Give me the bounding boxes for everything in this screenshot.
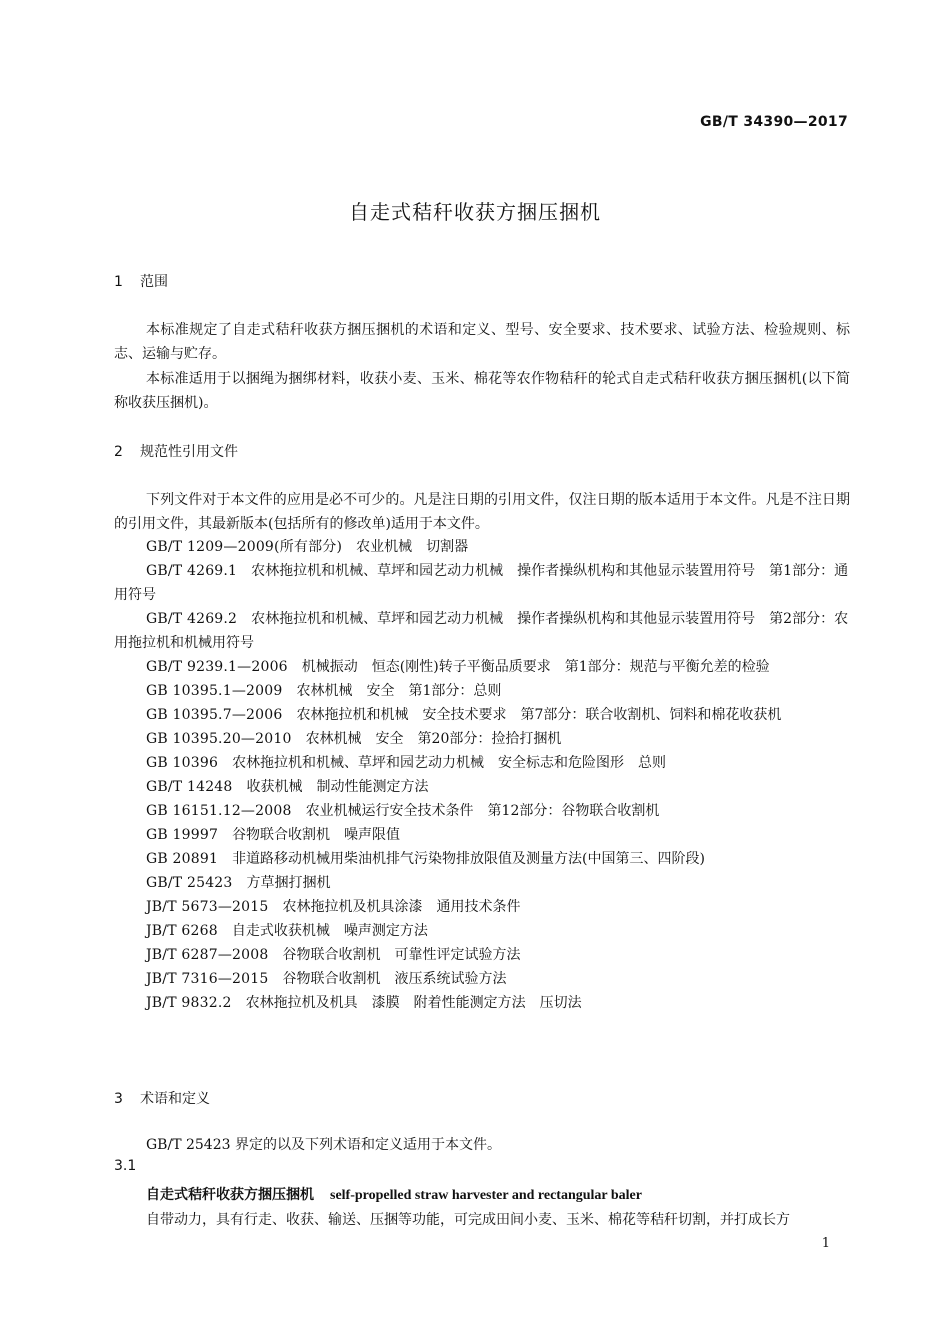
terms-intro: GB/T 25423 界定的以及下列术语和定义适用于本文件。 [146,1137,501,1153]
reference-code: GB 10396 [146,755,219,771]
reference-item [114,967,850,991]
section-title: 规范性引用文件 [140,444,238,460]
reference-item [114,703,850,727]
reference-title: 谷物联合收割机 可靠性评定试验方法 [282,947,521,963]
reference-code: JB/T 6268 [146,923,218,939]
reference-code: JB/T 9832.2 [146,995,232,1011]
reference-item [114,535,850,559]
reference-item [114,847,850,871]
reference-item [114,799,850,823]
section-number: 3 [114,1091,123,1107]
term-definition: 自带动力，具有行走、收获、输送、压捆等功能，可完成田间小麦、玉米、棉花等秸秆切割，并打成长方 [146,1212,790,1228]
section-heading-terms [114,1088,210,1108]
reference-code: GB 16151.12—2008 [146,803,292,819]
reference-title: 谷物联合收割机 噪声限值 [232,827,401,843]
reference-code: GB 20891 [146,851,219,867]
reference-item [114,655,850,679]
reference-title: 农林机械 安全 第1部分：总则 [296,683,502,699]
references-intro: 下列文件对于本文件的应用是必不可少的。凡是注日期的引用文件，仅注日期的版本适用于本文件。凡是不注日期的引用文件，其最新版本(包括所有的修改单)适用于本文件。 [114,492,850,532]
reference-code: GB/T 14248 [146,779,233,795]
standard-code: GB/T 34390—2017 [700,114,848,130]
section-title: 术语和定义 [140,1091,210,1107]
reference-item [114,991,850,1015]
reference-title: 收获机械 制动性能测定方法 [246,779,429,795]
reference-code: GB/T 4269.2 [146,611,238,627]
reference-code: GB/T 4269.1 [146,563,238,579]
reference-title: 非道路移动机械用柴油机排气污染物排放限值及测量方法(中国第三、四阶段) [232,851,705,867]
reference-code: JB/T 5673—2015 [146,899,269,915]
reference-code: GB/T 1209—2009(所有部分) [146,539,343,555]
reference-code: GB/T 9239.1—2006 [146,659,288,675]
reference-item [114,895,850,919]
term-chinese: 自走式秸秆收获方捆压捆机 [146,1187,314,1203]
reference-item [114,727,850,751]
section-number: 2 [114,444,123,460]
reference-code: GB 10395.1—2009 [146,683,283,699]
reference-title: 农林拖拉机和机械、草坪和园艺动力机械 安全标志和危险图形 总则 [232,755,667,771]
reference-title: 农业机械运行安全技术条件 第12部分：谷物联合收割机 [305,803,660,819]
reference-title: 自走式收获机械 噪声测定方法 [231,923,428,939]
reference-code: GB/T 25423 [146,875,233,891]
reference-title: 农林拖拉机和机械 安全技术要求 第7部分：联合收割机、饲料和棉花收获机 [296,707,782,723]
section-title: 范围 [140,274,168,290]
reference-title: 农林拖拉机及机具 漆膜 附着性能测定方法 压切法 [245,995,582,1011]
reference-list [114,535,850,1015]
reference-code: JB/T 7316—2015 [146,971,269,987]
clause-number: 3.1 [114,1158,137,1174]
reference-title: 谷物联合收割机 液压系统试验方法 [282,971,507,987]
reference-code: GB 10395.20—2010 [146,731,292,747]
section-number: 1 [114,274,123,290]
reference-title: 农林拖拉机和机械、草坪和园艺动力机械 操作者操纵机构和其他显示装置用符号 第2部分：农用拖拉机和机械用符号 [114,611,849,651]
term-english: self-propelled straw harvester and rectangular baler [330,1188,642,1203]
term-entry [146,1184,642,1204]
page-number: 1 [821,1236,830,1251]
reference-item [114,775,850,799]
reference-item [114,679,850,703]
reference-item [114,919,850,943]
reference-title: 农林拖拉机和机械、草坪和园艺动力机械 操作者操纵机构和其他显示装置用符号 第1部分：通用符号 [114,563,849,603]
document-title: 自走式秸秆收获方捆压捆机 [349,200,601,224]
reference-code: GB 19997 [146,827,219,843]
reference-code: JB/T 6287—2008 [146,947,269,963]
reference-item [114,943,850,967]
reference-item [114,871,850,895]
reference-title: 农业机械 切割器 [356,539,469,555]
reference-code: GB 10395.7—2006 [146,707,283,723]
reference-title: 机械振动 恒态(刚性)转子平衡品质要求 第1部分：规范与平衡允差的检验 [301,659,770,675]
reference-item [114,559,850,607]
scope-paragraph-2: 本标准适用于以捆绳为捆绑材料，收获小麦、玉米、棉花等农作物秸秆的轮式自走式秸秆收获方捆压捆机(以下简称收获压捆机)。 [114,371,850,411]
reference-item [114,607,850,655]
reference-title: 方草捆打捆机 [246,875,331,891]
scope-paragraph-1: 本标准规定了自走式秸秆收获方捆压捆机的术语和定义、型号、安全要求、技术要求、试验方法、检验规则、标志、运输与贮存。 [114,322,850,362]
reference-item [114,751,850,775]
reference-title: 农林拖拉机及机具涂漆 通用技术条件 [282,899,521,915]
reference-title: 农林机械 安全 第20部分：捡拾打捆机 [305,731,562,747]
section-heading-references [114,441,238,461]
section-heading-scope [114,271,168,291]
reference-item [114,823,850,847]
